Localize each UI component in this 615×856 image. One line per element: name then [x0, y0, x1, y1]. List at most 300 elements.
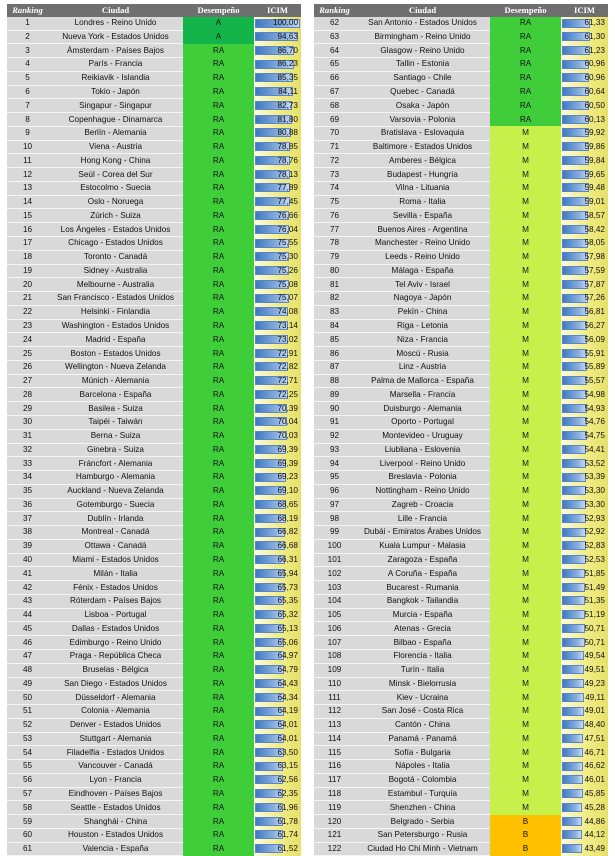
table-row[interactable]	[7, 319, 301, 333]
icim-value: 76,66	[277, 210, 298, 220]
performance-cell: RA	[183, 581, 254, 595]
table-row[interactable]	[7, 553, 301, 567]
table-row[interactable]	[314, 773, 608, 787]
table-row[interactable]	[314, 58, 608, 72]
table-row[interactable]	[314, 319, 608, 333]
performance-cell: M	[490, 195, 561, 209]
table-row[interactable]	[7, 691, 301, 705]
city-cell: Londres - Reino Unido	[48, 17, 183, 30]
table-row[interactable]	[7, 278, 301, 292]
header-icim[interactable]: ICIM	[254, 4, 301, 17]
rank-cell: 54	[7, 746, 48, 760]
city-cell: Barcelona - España	[48, 388, 183, 402]
table-row[interactable]	[7, 512, 301, 526]
table-row[interactable]	[7, 292, 301, 306]
city-cell: Montevideo - Uruguay	[355, 429, 490, 443]
performance-cell: M	[490, 374, 561, 388]
performance-cell: M	[490, 402, 561, 416]
city-cell: Bruselas - Bélgica	[48, 663, 183, 677]
table-row[interactable]	[7, 402, 301, 416]
icim-cell	[254, 636, 301, 650]
rank-cell: 52	[7, 718, 48, 732]
table-row[interactable]	[314, 360, 608, 374]
table-row[interactable]	[314, 85, 608, 99]
table-row[interactable]	[7, 718, 301, 732]
rank-cell: 80	[314, 264, 355, 278]
performance-cell: RA	[183, 374, 254, 388]
table-row[interactable]	[7, 71, 301, 85]
city-cell: Bilbao - España	[355, 636, 490, 650]
icim-value: 56,27	[584, 320, 605, 330]
rank-cell: 110	[314, 677, 355, 691]
table-row[interactable]	[314, 278, 608, 292]
icim-cell	[561, 677, 608, 691]
table-row[interactable]	[314, 594, 608, 608]
table-row[interactable]	[314, 223, 608, 237]
table-row[interactable]	[7, 677, 301, 691]
performance-cell: RA	[183, 278, 254, 292]
icim-cell	[254, 319, 301, 333]
icim-value: 73,02	[277, 334, 298, 344]
table-row[interactable]	[314, 636, 608, 650]
city-cell: Oporto - Portugal	[355, 415, 490, 429]
icim-bar	[562, 514, 586, 523]
rank-cell: 73	[314, 168, 355, 182]
icim-cell	[561, 498, 608, 512]
table-row[interactable]	[7, 828, 301, 842]
table-row[interactable]	[7, 567, 301, 581]
icim-value: 53,30	[584, 486, 605, 496]
icim-value: 60,50	[584, 100, 605, 110]
performance-cell: M	[490, 168, 561, 182]
table-row[interactable]	[7, 126, 301, 140]
icim-cell	[254, 113, 301, 127]
icim-value: 61,33	[584, 18, 605, 28]
table-row[interactable]	[314, 705, 608, 719]
rank-cell: 5	[7, 71, 48, 85]
table-row[interactable]	[7, 705, 301, 719]
table-row[interactable]	[314, 553, 608, 567]
performance-cell: B	[490, 815, 561, 829]
icim-bar	[562, 431, 587, 440]
table-row[interactable]	[314, 140, 608, 154]
table-row[interactable]	[314, 691, 608, 705]
table-row[interactable]	[7, 113, 301, 127]
performance-cell: M	[490, 567, 561, 581]
rank-cell: 75	[314, 195, 355, 209]
table-row[interactable]	[7, 223, 301, 237]
header-performance[interactable]: Desempeño	[183, 4, 254, 17]
icim-cell	[254, 581, 301, 595]
performance-cell: RA	[183, 237, 254, 251]
table-row[interactable]	[7, 484, 301, 498]
icim-value: 78,13	[277, 169, 298, 179]
icim-value: 64,01	[277, 733, 298, 743]
rank-cell: 68	[314, 99, 355, 113]
table-row[interactable]	[7, 815, 301, 829]
icim-value: 55,89	[584, 362, 605, 372]
table-row[interactable]	[7, 140, 301, 154]
table-row[interactable]	[314, 415, 608, 429]
icim-bar	[562, 762, 583, 771]
table-row[interactable]	[7, 608, 301, 622]
icim-cell	[254, 732, 301, 746]
icim-value: 58,42	[584, 224, 605, 234]
performance-cell: RA	[183, 415, 254, 429]
table-row[interactable]	[7, 498, 301, 512]
performance-cell: RA	[183, 305, 254, 319]
table-row[interactable]	[314, 539, 608, 553]
icim-value: 49,51	[584, 665, 605, 675]
city-cell: Atenas - Grecia	[355, 622, 490, 636]
table-row[interactable]	[7, 209, 301, 223]
icim-cell	[254, 347, 301, 361]
icim-cell	[254, 223, 301, 237]
rank-cell: 70	[314, 126, 355, 140]
header-ranking[interactable]: Ranking	[314, 4, 355, 17]
table-row[interactable]	[7, 649, 301, 663]
icim-cell	[561, 113, 608, 127]
table-row[interactable]	[7, 99, 301, 113]
city-cell: Leeds - Reino Unido	[355, 250, 490, 264]
icim-cell	[254, 677, 301, 691]
table-row[interactable]	[314, 457, 608, 471]
table-row[interactable]	[7, 663, 301, 677]
table-row[interactable]	[7, 374, 301, 388]
table-row[interactable]	[7, 787, 301, 801]
table-row[interactable]	[7, 154, 301, 168]
icim-bar	[562, 720, 584, 729]
table-row[interactable]	[7, 636, 301, 650]
rank-cell: 8	[7, 113, 48, 127]
table-row[interactable]	[314, 746, 608, 760]
city-cell: Shenzhen - China	[355, 801, 490, 815]
table-row[interactable]	[314, 71, 608, 85]
icim-cell	[254, 292, 301, 306]
icim-bar	[562, 817, 582, 826]
table-row[interactable]	[7, 250, 301, 264]
table-row[interactable]	[7, 760, 301, 774]
city-cell: Los Ángeles - Estados Unidos	[48, 223, 183, 237]
icim-value: 56,81	[584, 307, 605, 317]
city-cell: Nottingham - Reino Unido	[355, 484, 490, 498]
table-row[interactable]	[7, 732, 301, 746]
performance-cell: M	[490, 443, 561, 457]
icim-cell	[561, 223, 608, 237]
city-cell: Sevilla - España	[355, 209, 490, 223]
performance-cell: RA	[183, 292, 254, 306]
icim-cell	[561, 374, 608, 388]
icim-value: 60,96	[584, 73, 605, 83]
table-row[interactable]	[314, 237, 608, 251]
icim-cell	[254, 828, 301, 842]
city-cell: Ottawa - Canadá	[48, 539, 183, 553]
table-row[interactable]	[314, 30, 608, 44]
icim-value: 69,10	[277, 486, 298, 496]
icim-cell	[254, 787, 301, 801]
rank-cell: 84	[314, 319, 355, 333]
icim-cell	[254, 388, 301, 402]
table-row[interactable]	[7, 842, 301, 856]
table-row[interactable]	[314, 305, 608, 319]
city-cell: Montreal - Canadá	[48, 526, 183, 540]
icim-bar	[562, 665, 584, 674]
icim-bar	[562, 596, 585, 605]
city-cell: Vilna - Lituania	[355, 181, 490, 195]
rank-cell: 69	[314, 113, 355, 127]
city-cell: Kuala Lumpur - Malasia	[355, 539, 490, 553]
icim-cell	[254, 195, 301, 209]
performance-cell: RA	[183, 787, 254, 801]
icim-cell	[254, 457, 301, 471]
icim-value: 57,59	[584, 265, 605, 275]
rank-cell: 98	[314, 512, 355, 526]
rank-cell: 53	[7, 732, 48, 746]
table-row[interactable]	[314, 484, 608, 498]
icim-value: 58,57	[584, 210, 605, 220]
table-row[interactable]	[314, 44, 608, 58]
table-row[interactable]	[314, 760, 608, 774]
table-row[interactable]	[314, 347, 608, 361]
icim-cell	[561, 250, 608, 264]
table-row[interactable]	[7, 30, 301, 44]
performance-cell: RA	[183, 443, 254, 457]
table-row[interactable]	[314, 264, 608, 278]
performance-cell: M	[490, 415, 561, 429]
icim-value: 86,23	[277, 59, 298, 69]
table-row[interactable]	[314, 608, 608, 622]
performance-cell: RA	[183, 209, 254, 223]
icim-bar	[562, 445, 586, 454]
table-row[interactable]	[314, 168, 608, 182]
table-row[interactable]	[7, 168, 301, 182]
icim-cell	[254, 278, 301, 292]
table-row[interactable]	[7, 594, 301, 608]
table-row[interactable]	[314, 581, 608, 595]
table-row[interactable]	[7, 539, 301, 553]
icim-value: 65,73	[277, 582, 298, 592]
table-row[interactable]	[7, 237, 301, 251]
icim-cell	[561, 195, 608, 209]
table-row[interactable]	[314, 732, 608, 746]
table-row[interactable]	[314, 663, 608, 677]
city-cell: Lyon - Francia	[48, 773, 183, 787]
rank-cell: 117	[314, 773, 355, 787]
performance-cell: M	[490, 250, 561, 264]
table-row[interactable]	[7, 443, 301, 457]
table-row[interactable]	[7, 801, 301, 815]
table-row[interactable]	[7, 264, 301, 278]
table-row[interactable]	[314, 677, 608, 691]
table-row[interactable]	[314, 209, 608, 223]
icim-cell	[561, 402, 608, 416]
table-row[interactable]	[314, 526, 608, 540]
table-row[interactable]	[314, 429, 608, 443]
table-row[interactable]	[7, 44, 301, 58]
icim-value: 59,48	[584, 183, 605, 193]
rank-cell: 118	[314, 787, 355, 801]
city-cell: Santiago - Chile	[355, 71, 490, 85]
table-row[interactable]	[314, 718, 608, 732]
table-row[interactable]	[7, 581, 301, 595]
icim-cell	[561, 181, 608, 195]
table-row[interactable]	[7, 195, 301, 209]
rank-cell: 121	[314, 828, 355, 842]
table-row[interactable]	[314, 801, 608, 815]
rank-cell: 2	[7, 30, 48, 44]
city-cell: Fénix - Estados Unidos	[48, 581, 183, 595]
city-cell: Hamburgo - Alemania	[48, 471, 183, 485]
icim-value: 66,82	[277, 527, 298, 537]
icim-value: 59,92	[584, 128, 605, 138]
performance-cell: M	[490, 498, 561, 512]
icim-cell	[254, 181, 301, 195]
icim-cell	[561, 85, 608, 99]
table-row[interactable]	[7, 471, 301, 485]
city-cell: Melbourne - Australia	[48, 278, 183, 292]
table-row[interactable]	[314, 195, 608, 209]
performance-cell: RA	[183, 347, 254, 361]
table-row[interactable]	[314, 99, 608, 113]
icim-cell	[561, 567, 608, 581]
table-row[interactable]	[7, 360, 301, 374]
city-cell: Glasgow - Reino Unido	[355, 44, 490, 58]
header-icim[interactable]: ICIM	[561, 4, 608, 17]
rank-cell: 79	[314, 250, 355, 264]
city-cell: Berna - Suiza	[48, 429, 183, 443]
table-row[interactable]	[7, 388, 301, 402]
table-row[interactable]	[314, 787, 608, 801]
rank-cell: 119	[314, 801, 355, 815]
city-cell: Washington - Estados Unidos	[48, 319, 183, 333]
performance-cell: B	[490, 842, 561, 856]
table-row[interactable]	[314, 443, 608, 457]
icim-value: 78,85	[277, 142, 298, 152]
city-cell: Kiev - Ucraina	[355, 691, 490, 705]
performance-cell: M	[490, 209, 561, 223]
table-row[interactable]	[7, 622, 301, 636]
icim-bar	[562, 541, 586, 550]
icim-cell	[561, 553, 608, 567]
icim-cell	[561, 71, 608, 85]
city-cell: Praga - República Checa	[48, 649, 183, 663]
icim-cell	[254, 663, 301, 677]
icim-value: 72,91	[277, 348, 298, 358]
table-row[interactable]	[314, 842, 608, 856]
icim-cell	[561, 209, 608, 223]
table-row[interactable]	[7, 429, 301, 443]
table-row[interactable]	[7, 347, 301, 361]
icim-bar	[562, 638, 585, 647]
table-row[interactable]	[314, 815, 608, 829]
city-cell: Ginebra - Suiza	[48, 443, 183, 457]
city-cell: Birmingham - Reino Unido	[355, 30, 490, 44]
icim-value: 54,98	[584, 389, 605, 399]
header-performance[interactable]: Desempeño	[490, 4, 561, 17]
icim-cell	[561, 360, 608, 374]
performance-cell: RA	[183, 126, 254, 140]
table-row[interactable]	[314, 333, 608, 347]
city-cell: Panamá - Panamá	[355, 732, 490, 746]
table-row[interactable]	[7, 305, 301, 319]
table-row[interactable]	[314, 567, 608, 581]
rank-cell: 72	[314, 154, 355, 168]
performance-cell: M	[490, 594, 561, 608]
table-row[interactable]	[7, 457, 301, 471]
city-cell: Sidney - Australia	[48, 264, 183, 278]
table-row[interactable]	[314, 126, 608, 140]
city-cell: Riga - Letonia	[355, 319, 490, 333]
table-row[interactable]	[314, 250, 608, 264]
performance-cell: M	[490, 305, 561, 319]
rank-cell: 29	[7, 402, 48, 416]
table-row[interactable]	[7, 746, 301, 760]
table-row[interactable]	[7, 526, 301, 540]
table-row[interactable]	[314, 828, 608, 842]
header-city[interactable]: Ciudad	[48, 4, 183, 17]
table-row[interactable]	[7, 17, 301, 30]
rank-cell: 100	[314, 539, 355, 553]
table-row[interactable]	[314, 181, 608, 195]
table-row[interactable]	[7, 85, 301, 99]
table-row[interactable]	[7, 58, 301, 72]
city-cell: A Coruña - España	[355, 567, 490, 581]
icim-value: 68,19	[277, 513, 298, 523]
city-cell: Hong Kong - China	[48, 154, 183, 168]
icim-value: 52,93	[584, 513, 605, 523]
table-row[interactable]	[7, 333, 301, 347]
icim-value: 94,63	[277, 31, 298, 41]
performance-cell: RA	[183, 801, 254, 815]
table-row[interactable]	[7, 415, 301, 429]
table-row[interactable]	[314, 113, 608, 127]
rank-cell: 20	[7, 278, 48, 292]
icim-value: 69,39	[277, 444, 298, 454]
table-row[interactable]	[314, 374, 608, 388]
table-row[interactable]	[314, 402, 608, 416]
table-row[interactable]	[314, 17, 608, 30]
icim-value: 68,65	[277, 499, 298, 509]
header-city[interactable]: Ciudad	[355, 4, 490, 17]
table-row[interactable]	[314, 471, 608, 485]
performance-cell: B	[490, 828, 561, 842]
icim-cell	[561, 457, 608, 471]
city-cell: Turín - Italia	[355, 663, 490, 677]
table-row[interactable]	[314, 498, 608, 512]
icim-cell	[561, 471, 608, 485]
performance-cell: M	[490, 663, 561, 677]
performance-cell: M	[490, 649, 561, 663]
table-row[interactable]	[314, 292, 608, 306]
icim-value: 49,54	[584, 651, 605, 661]
city-cell: San Antonio - Estados Unidos	[355, 17, 490, 30]
rank-cell: 94	[314, 457, 355, 471]
table-row[interactable]	[7, 773, 301, 787]
table-row[interactable]	[314, 388, 608, 402]
icim-cell	[254, 99, 301, 113]
table-row[interactable]	[314, 622, 608, 636]
performance-cell: RA	[183, 636, 254, 650]
table-row[interactable]	[7, 181, 301, 195]
city-cell: Helsinki - Finlandia	[48, 305, 183, 319]
table-row[interactable]	[314, 512, 608, 526]
icim-cell	[561, 801, 608, 815]
icim-value: 46,71	[584, 747, 605, 757]
table-row[interactable]	[314, 649, 608, 663]
header-ranking[interactable]: Ranking	[7, 4, 48, 17]
city-cell: Oslo - Noruega	[48, 195, 183, 209]
table-row[interactable]	[314, 154, 608, 168]
